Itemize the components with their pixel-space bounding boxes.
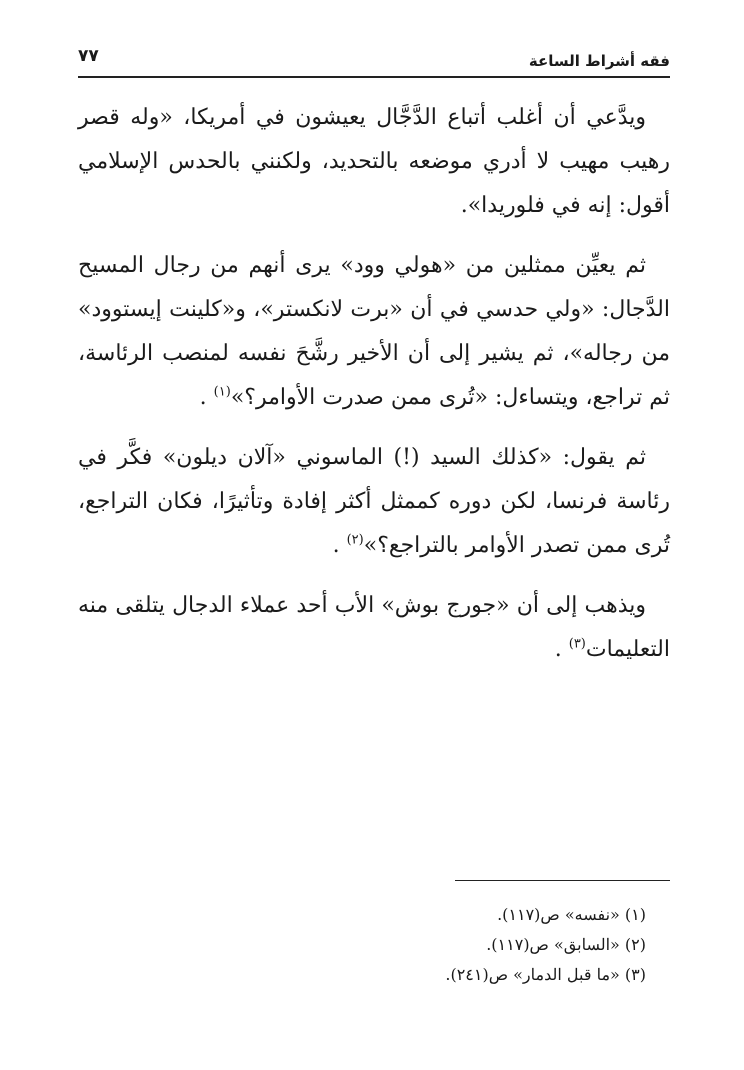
paragraph-text: ويذهب إلى أن «جورج بوش» الأب أحد عملاء الدجال يتلقى منه التعليمات: [78, 593, 670, 662]
footnote-marker[interactable]: (٣): [568, 636, 586, 652]
footnote: (٢) «السابق» ص(١١٧).: [486, 935, 646, 954]
footnote: (١) «نفسه» ص(١١٧).: [497, 905, 646, 924]
footnotes: [78, 900, 670, 990]
body-text: [78, 96, 670, 688]
paragraph: [78, 96, 670, 228]
header-divider: [78, 76, 670, 78]
paragraph: ويذهب إلى أن «جورج بوش» الأب أحد عملاء الدجال يتلقى منه التعليمات$^{(٣)}$ .: [78, 593, 670, 662]
footnote-marker[interactable]: (٢): [346, 532, 364, 548]
paragraph-text: ثم يعيِّن ممثلين من «هولي وود» يرى أنهم من رجال المسيح الدَّجال: «ولي حدسي في أن «برت لانكستر»، و«كلينت إيستوود» من رجاله»، ثم يشير إلى أن الأخير رشَّحَ نفسه لمنصب الرئاسة، ثم تراجع، ويتساءل: «تُرى ممن صدرت الأوامر؟»: [78, 253, 670, 410]
footnote-marker[interactable]: (١): [213, 384, 231, 400]
paragraph: ثم يعيِّن ممثلين من «هولي وود» يرى أنهم من رجال المسيح الدَّجال: «ولي حدسي في أن «برت لانكستر»، و«كلينت إيستوود» من رجاله»، ثم يشير إلى أن الأخير رشَّحَ نفسه لمنصب الرئاسة، ثم تراجع، ويتساءل: «تُرى ممن صدرت الأوامر؟»$^{(١)}$ .: [78, 253, 670, 410]
footnote-divider: [455, 880, 670, 881]
paragraph-text: ثم يقول: «كذلك السيد (!) الماسوني «آلان ديلون» فكَّر في رئاسة فرنسا، لكن دوره كممثل أكثر إفادة وتأثيرًا، فكان التراجع، تُرى ممن تصدر الأوامر بالتراجع؟»: [78, 445, 670, 558]
paragraph: ثم يقول: «كذلك السيد (!) الماسوني «آلان ديلون» فكَّر في رئاسة فرنسا، لكن دوره كممثل أكثر إفادة وتأثيرًا، فكان التراجع، تُرى ممن تصدر الأوامر بالتراجع؟»$^{(٢)}$ .: [78, 445, 670, 558]
paragraph-text: ويدَّعي أن أغلب أتباع الدَّجَّال يعيشون في أمريكا، «وله قصر رهيب مهيب لا أدري موضعه بالتحديد، ولكنني بالحدس الإسلامي أقول: إنه في فلوريدا».: [78, 105, 670, 218]
page-number: ٧٧: [78, 46, 99, 66]
running-title: فقه أشراط الساعة: [528, 52, 670, 70]
footnote: (٣) «ما قبل الدمار» ص(٢٤١).: [445, 965, 646, 984]
page-header: [78, 44, 670, 74]
